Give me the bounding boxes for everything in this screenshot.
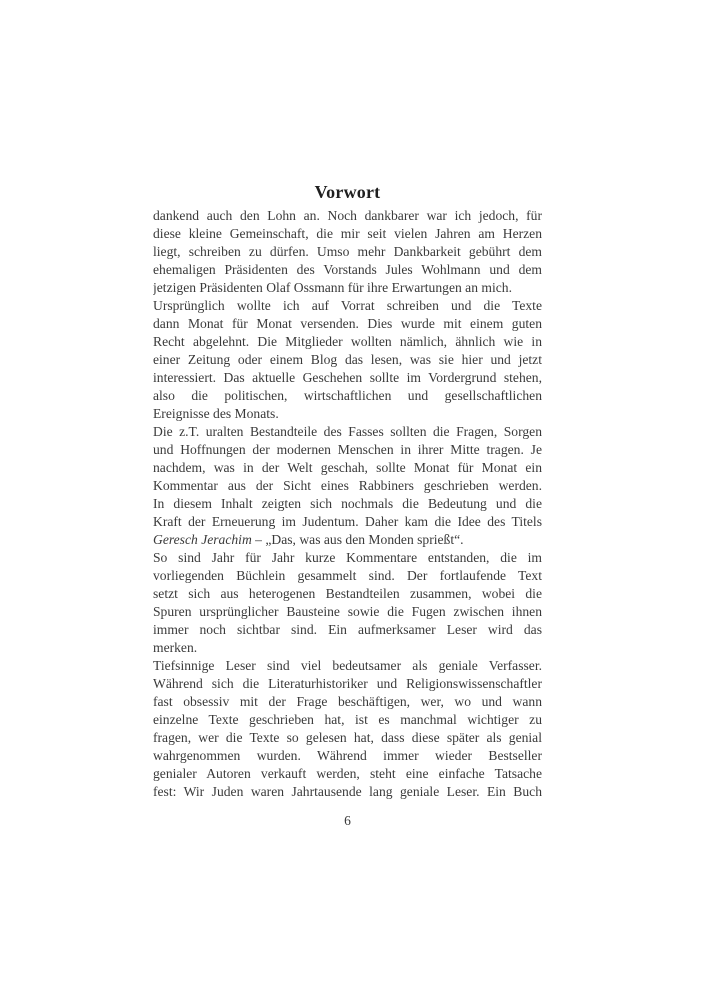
text-line: Tiefsinnige Leser sind viel bedeutsamer als geniale Verfasser. [153,658,542,673]
text-line: interessiert. Das aktuelle Geschehen sollte im Vordergrund stehen, [153,370,542,385]
book-title-italic: Geresch Jerachim [153,532,252,547]
text-line: dann Monat für Monat versenden. Dies wurde mit einem guten [153,316,542,331]
text-line: liegt, schreiben zu dürfen. Umso mehr Dankbarkeit gebührt dem [153,244,542,259]
text-line: dankend auch den Lohn an. Noch dankbarer war ich jedoch, für [153,208,542,223]
text-line: diese kleine Gemeinschaft, die mir seit vielen Jahren am Herzen [153,226,542,241]
text-line: Ursprünglich wollte ich auf Vorrat schreiben und die Texte [153,298,542,313]
text-line: fragen, wer die Texte so gelesen hat, dass diese später als genial [153,730,542,745]
text-line: So sind Jahr für Jahr kurze Kommentare entstanden, die im [153,550,542,565]
text-line: Während sich die Literaturhistoriker und Religionswissenschaftler [153,676,542,691]
paragraph [153,423,542,549]
text-line: vorliegenden Büchlein gesammelt sind. Der fortlaufende Text [153,568,542,583]
text-line: wahrgenommen wurden. Während immer wieder Bestseller [153,748,542,763]
text-line: Ereignisse des Monats. [153,406,279,421]
text-line: fast obsessiv mit der Frage beschäftigen, wer, wo und wann [153,694,542,709]
text-line: Recht abgelehnt. Die Mitglieder wollten nämlich, ähnlich wie in [153,334,542,349]
page-title: Vorwort [314,182,381,202]
paragraph [153,297,542,423]
text-line: Spuren ursprünglicher Bausteine sowie die Fugen zwischen ihnen [153,604,542,619]
text-line: einzelne Texte geschrieben hat, ist es manchmal wichtiger zu [153,712,542,727]
text-line: also die politischen, wirtschaftlichen und gesellschaftlichen [153,388,542,403]
paragraphs [153,207,542,801]
text-line: merken. [153,640,198,655]
text-line: Die z.T. uralten Bestandteile des Fasses sollten die Fragen, Sorgen [153,424,542,439]
text-line: immer noch sichtbar sind. Ein aufmerksamer Leser wird das [153,622,542,637]
paragraph [153,657,542,801]
text-line: fest: Wir Juden waren Jahrtausende lang geniale Leser. Ein Buch [153,784,542,799]
text-line: und Hoffnungen der modernen Menschen in ihrer Mitte tragen. Je [153,442,542,457]
text-line: Kraft der Erneuerung im Judentum. Daher kam die Idee des Titels [153,514,542,529]
text-line: jetzigen Präsidenten Olaf Ossmann für ihre Erwartungen an mich. [153,280,512,295]
text-line: einer Zeitung oder einem Blog das lesen, was sie hier und jetzt [153,352,542,367]
text-line: nachdem, was in der Welt geschah, sollte Monat für Monat ein [153,460,542,475]
text-line: setzt sich aus heterogenen Bestandteilen zusammen, wobei die [153,586,542,601]
text-segment: – „Das, was aus den Monden sprießt“. [251,532,464,547]
text-line [153,531,542,549]
text-line: genialer Autoren verkauft werden, steht eine einfache Tatsache [153,766,542,781]
text-line: ehemaligen Präsidenten des Vorstands Jules Wohlmann und dem [153,262,542,277]
page-number: 6 [344,813,351,828]
paragraph [153,207,542,297]
text-line: Kommentar aus der Sicht eines Rabbiners geschrieben werden. [153,478,542,493]
text-line: In diesem Inhalt zeigten sich nochmals die Bedeutung und die [153,496,542,511]
paragraph [153,549,542,657]
